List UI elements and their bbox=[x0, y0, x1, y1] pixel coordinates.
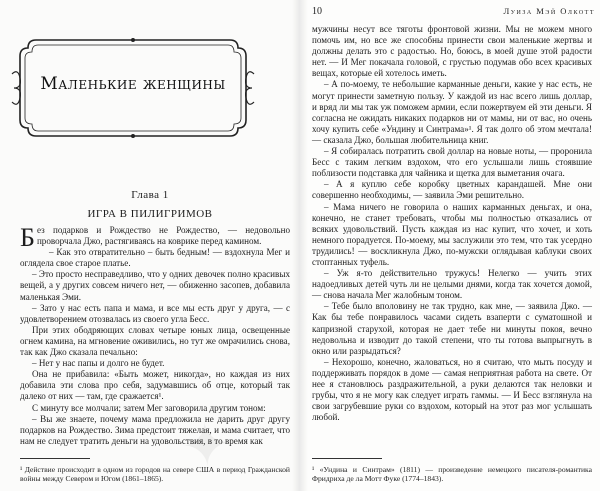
paragraph: – А я куплю себе коробку цветных карандашей. Мне они совершенно необходимы, — заявила Эми решительно. bbox=[312, 179, 592, 201]
paragraph: Без подарков и Рождество не Рождество, — недовольно проворчала Джо, растягиваясь на коврике перед камином. bbox=[20, 223, 290, 252]
paragraph: – Нет у нас папы и долго не будет. bbox=[32, 358, 165, 369]
book-title: Маленькие женщины bbox=[40, 74, 226, 94]
paragraph: мужчины несут все тяготы фронтовой жизни. Мы не можем много помочь им, но все же способны принести свои маленькие жертвы и должны делать это с радостью. Но, боюсь, в моей душе этой радости нет. — И Мег покачала головой, с грустью подумав обо всех красивых вещах, которые ей хотелось иметь. bbox=[312, 24, 592, 79]
footnote: ¹ Действие происходит в одном из городов на севере США в период Гражданской войны между Севером и Югом (1861–1865). bbox=[20, 465, 290, 484]
running-head: Луиза Мэй Олкотт bbox=[503, 6, 595, 16]
paragraph: – Как это отвратительно – быть бедным! — вздохнула Мег и оглядела свое старое платье. bbox=[20, 247, 290, 269]
paragraph: – Мама ничего не говорила о наших карманных деньгах, и она, конечно, не станет требовать, чтобы мы полностью отказались от всяких удовольствий. Пусть каждая из нас купит, что хочет, и хоть немного порадуется. По-моему, мы заслужили это тем, что так усердно трудились! — воскликнула Джо, по-мужски оглядывая каблуки своих стоптанных туфель. bbox=[312, 201, 592, 267]
chapter-label: Глава 1 bbox=[131, 189, 169, 201]
paragraph: При этих ободряющих словах четыре юных лица, освещенные огнем камина, на мгновение оживились, но тут же омрачились снова, так как Джо сказала печально: bbox=[20, 324, 290, 358]
footnote-rule bbox=[20, 458, 90, 459]
paragraph: – Уж я-то действительно тружусь! Нелегко — учить этих надоедливых детей чуть ли не целыми днями, когда так хочется домой, — снова начала Мег жалобным тоном. bbox=[312, 268, 592, 301]
paragraph: – Зато у нас есть папа и мама, и все мы есть друг у друга, — с удовлетворением отозвалась из своего угла Бесс. bbox=[20, 302, 290, 324]
drop-cap: Б bbox=[20, 223, 35, 252]
left-page-text bbox=[20, 225, 290, 447]
title-frame bbox=[8, 38, 258, 138]
footnote: ¹ «Ундина и Синтрам» (1811) — произведение немецкого писателя-романтика Фридриха де ла Мотт Фуке (1774–1843). bbox=[312, 465, 592, 484]
page-number: 10 bbox=[312, 6, 322, 17]
footnote-rule bbox=[312, 458, 382, 459]
paragraph: – А по-моему, те небольшие карманные деньги, какие у нас есть, не могут принести заметную пользу. У каждой из нас всего лишь доллар, и вряд ли мы так уж поможем армии, если пожертвуем ей эти деньги. Я согласна не ожидать никаких подарков ни от мамы, ни от вас, но очень хочу купить себе «Ундину и Синтрама»¹. Я так долго об этом мечтала! — сказала Джо, большая любительница книг. bbox=[312, 79, 592, 145]
paragraph: – Я собиралась потратить свой доллар на новые ноты, — проронила Бесс с таким легким вздохом, что его услышали лишь стоявшие поблизости подставка для чайника и щетка для выметания очага. bbox=[312, 146, 592, 179]
paragraph: – Вы же знаете, почему мама предложила не дарить друг другу подарков на Рождество. Зима предстоит тяжелая, и мама считает, что нам не следует тратить деньги на удовольствия, в то время как bbox=[20, 413, 290, 446]
paragraph: – Тебе было вполовину не так трудно, как мне, — заявила Джо. — Как бы тебе понравилось часами сидеть взаперти с суматошной и капризной старухой, которая не дает тебе ни минуты покоя, вечно недовольна и изводит до такой степени, что ты готова выпрыгнуть в окно или разрыдаться? bbox=[312, 301, 592, 356]
paragraph: Она не прибавила: «Быть может, никогда», но каждая из них добавила эти слова про себя, задумавшись об отце, который так далеко от них — там, где сражается¹. bbox=[20, 369, 290, 402]
chapter-title: ИГРА В ПИЛИГРИМОВ bbox=[87, 208, 213, 220]
paragraph: С минуту все молчали; затем Мег заговорила другим тоном: bbox=[32, 402, 266, 413]
right-page-text bbox=[312, 24, 592, 423]
paragraph: – Это просто несправедливо, что у одних девочек полно красивых вещей, а у других совсем ничего нет, — обиженно засопев, добавила маленькая Эми. bbox=[20, 269, 290, 302]
paragraph: – Нехорошо, конечно, жаловаться, но я считаю, что мыть посуду и поддерживать порядок в доме — самая неприятная работа на свете. От нее я становлюсь раздражительной, а руки делаются так неловки и грубы, что я не могу как следует играть гаммы. — И Бесс взглянула на свои загрубевшие руки со вздохом, который на этот раз мог услышать любой. bbox=[312, 356, 592, 423]
book-gutter bbox=[292, 0, 308, 491]
